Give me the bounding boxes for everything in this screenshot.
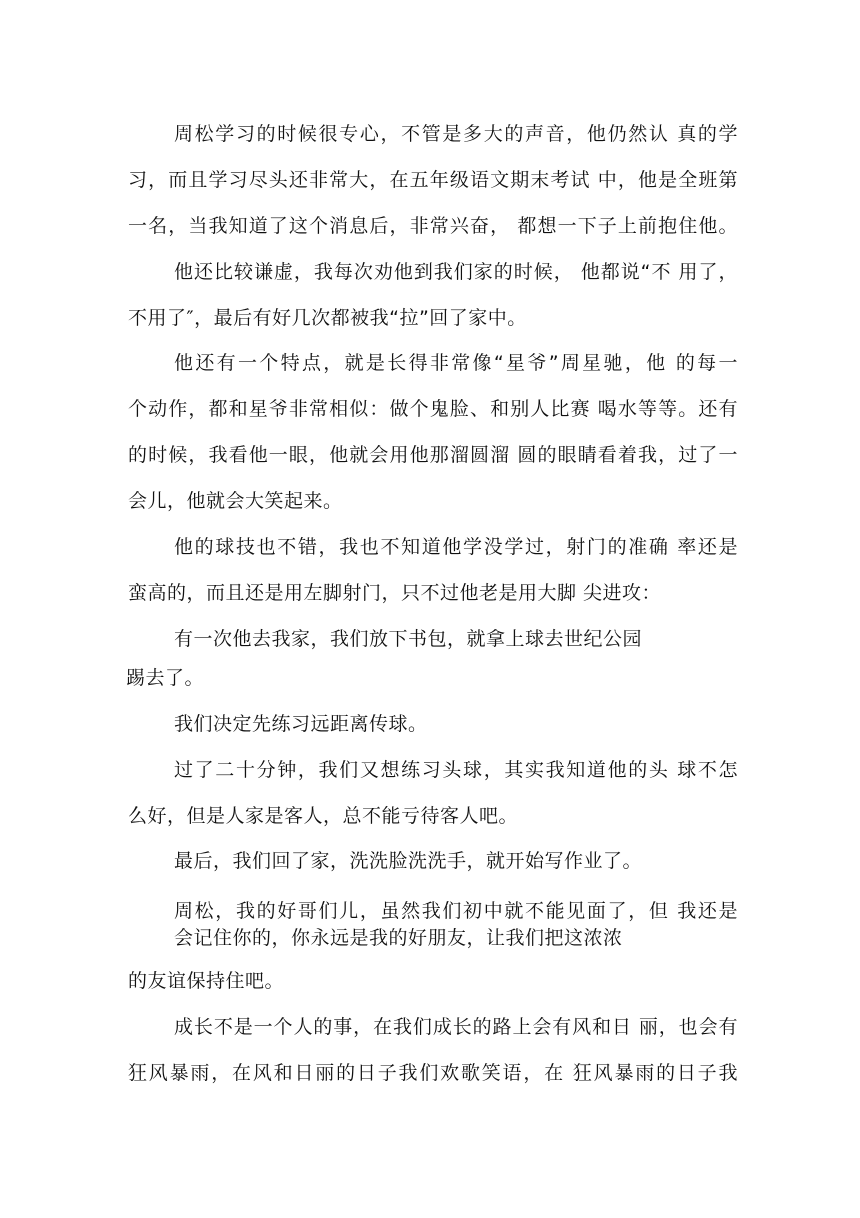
paragraph-2-line-1: 他还比较谦虚，我每次劝他到我们家的时候， 他都说“不 用了， — [174, 261, 738, 283]
paragraph-3-line-3: 的时候，我看他一眼，他就会用他那溜圆溜 圆的眼睛看着我，过了一 — [128, 444, 738, 466]
paragraph-2-line-2: 不用了″，最后有好几次都被我“拉”回了家中。 — [128, 307, 527, 329]
paragraph-4-line-2: 蛮高的，而且还是用左脚射门，只不过他老是用大脚 尖进攻： — [128, 582, 662, 604]
paragraph-9-line-2: 会记住你的，你永远是我的好朋友，让我们把这浓浓 — [174, 927, 623, 949]
paragraph-10-line-2: 狂风暴雨，在风和日丽的日子我们欢歌笑语，在 狂风暴雨的日子我 — [128, 1062, 738, 1084]
paragraph-7-line-1: 过了二十分钟，我们又想练习头球，其实我知道他的头 球不怎 — [174, 759, 738, 781]
paragraph-8-line-1: 最后，我们回了家，洗洗脸洗洗手，就开始写作业了。 — [174, 850, 643, 872]
paragraph-3-line-1: 他还有一个特点，就是长得非常像“星爷”周星驰，他 的每一 — [174, 352, 738, 374]
paragraph-3-line-2: 个动作，都和星爷非常相似：做个鬼脸、和别人比赛 喝水等等。还有 — [128, 398, 738, 420]
paragraph-9-line-1: 周松，我的好哥们儿，虽然我们初中就不能见面了，但 我还是 — [174, 900, 738, 922]
paragraph-5-line-1: 有一次他去我家，我们放下书包，就拿上球去世纪公园 — [174, 628, 643, 650]
paragraph-1-line-1: 周松学习的时候很专心，不管是多大的声音，他仍然认 真的学 — [174, 123, 738, 145]
paragraph-1-line-3: 一名，当我知道了这个消息后，非常兴奋， 都想一下子上前抱住他。 — [128, 215, 738, 237]
paragraph-1-line-2: 习，而且学习尽头还非常大，在五年级语文期末考试 中，他是全班第 — [128, 169, 738, 191]
paragraph-9-line-3: 的友谊保持住吧。 — [128, 970, 285, 992]
paragraph-6-line-1: 我们决定先练习远距离传球。 — [174, 713, 428, 735]
paragraph-10-line-1: 成长不是一个人的事，在我们成长的路上会有风和日 丽，也会有 — [174, 1016, 738, 1038]
paragraph-7-line-2: 么好，但是人家是客人，总不能亏待客人吧。 — [128, 805, 519, 827]
paragraph-4-line-1: 他的球技也不错，我也不知道他学没学过，射门的准确 率还是 — [174, 536, 738, 558]
paragraph-5-line-2: 踢去了。 — [126, 667, 205, 689]
paragraph-3-line-4: 会儿，他就会大笑起来。 — [128, 490, 343, 512]
